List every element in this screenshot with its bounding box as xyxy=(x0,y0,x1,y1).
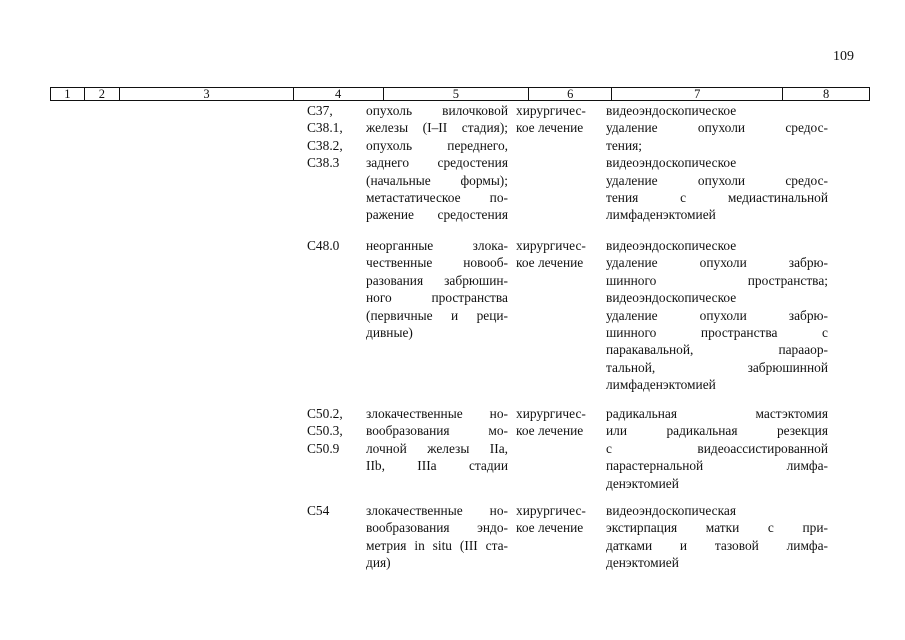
treatment-cell xyxy=(516,102,598,137)
description-cell-line: разования забрюшин- xyxy=(366,272,508,288)
code-cell xyxy=(307,405,367,457)
description-cell-line: опухоль переднего, xyxy=(366,137,508,153)
method-cell-line: лимфаденэктомией xyxy=(606,207,716,223)
method-cell-line: паракавальной, парааор- xyxy=(606,342,828,358)
description-cell-line: неорганные злока- xyxy=(366,238,508,253)
method-cell xyxy=(606,237,828,394)
method-cell-line: удаление опухоли забрю- xyxy=(606,255,828,271)
code-cell-line: C50.3, xyxy=(307,423,343,439)
description-cell-line: ного пространства xyxy=(366,290,508,306)
description-cell xyxy=(366,502,508,572)
method-cell-line: видеоэндоскопическая xyxy=(606,503,737,518)
method-cell-line: лимфаденэктомией xyxy=(606,377,716,393)
description-cell-line: железы (I–II стадия); xyxy=(366,120,508,136)
description-cell-line: метастатическое по- xyxy=(366,190,508,206)
method-cell xyxy=(606,405,828,492)
treatment-cell-line: кое лечение xyxy=(516,520,584,536)
method-cell-line: тения; xyxy=(606,137,643,153)
treatment-cell-line: хирургичес- xyxy=(516,406,586,421)
code-cell-line: C38.3 xyxy=(307,155,340,171)
treatment-cell-line: кое лечение xyxy=(516,255,584,271)
method-cell xyxy=(606,502,828,572)
page-number: 109 xyxy=(833,49,854,64)
code-cell xyxy=(307,502,367,519)
description-cell xyxy=(366,405,508,475)
description-cell-line: злокачественные но- xyxy=(366,503,508,518)
method-cell-line: видеоэндоскопическое xyxy=(606,238,737,253)
code-cell-line: C38.1, xyxy=(307,120,343,136)
method-cell-line: с видеоассистированной xyxy=(606,440,828,456)
treatment-cell-line: кое лечение xyxy=(516,423,584,439)
header-col-7: 7 xyxy=(612,88,783,100)
method-cell-line: тения с медиастинальной xyxy=(606,190,828,206)
treatment-cell xyxy=(516,405,598,440)
treatment-cell-line: хирургичес- xyxy=(516,503,586,518)
treatment-cell-line: кое лечение xyxy=(516,120,584,136)
method-cell-line: тальной, забрюшинной xyxy=(606,359,828,375)
method-cell-line: шинного пространства с xyxy=(606,325,828,341)
description-cell-line: заднего средостения xyxy=(366,155,508,171)
header-col-5: 5 xyxy=(384,88,530,100)
code-cell-line: C50.2, xyxy=(307,406,343,421)
description-cell-line: IIb, IIIa стадии xyxy=(366,458,508,474)
method-cell-line: денэктомией xyxy=(606,475,679,491)
code-cell-line: C38.2, xyxy=(307,137,343,153)
table-header-row xyxy=(50,87,870,101)
header-col-8: 8 xyxy=(822,87,830,101)
treatment-cell-line: хирургичес- xyxy=(516,238,586,253)
treatment-cell xyxy=(516,237,598,272)
code-cell xyxy=(307,237,367,254)
method-cell-line: удаление опухоли средос- xyxy=(606,172,828,188)
code-cell-line: C50.9 xyxy=(307,440,340,456)
description-cell-line: опухоль вилочковой xyxy=(366,103,508,118)
description-cell-line: ражение средостения xyxy=(366,207,508,223)
code-cell-line: C48.0 xyxy=(307,238,340,253)
method-cell-line: радикальная мастэктомия xyxy=(606,406,828,421)
header-col-1: 1 xyxy=(51,88,85,100)
method-cell-line: или радикальная резекция xyxy=(606,423,828,439)
description-cell-line: лочной железы IIa, xyxy=(366,440,508,456)
method-cell-line: видеоэндоскопическое xyxy=(606,155,737,171)
description-cell-line: дивные) xyxy=(366,325,413,341)
method-cell-line: денэктомией xyxy=(606,555,679,571)
method-cell xyxy=(606,102,828,224)
description-cell-line: вообразования эндо- xyxy=(366,520,508,536)
code-cell-line: C54 xyxy=(307,503,330,518)
description-cell-line: (первичные и реци- xyxy=(366,307,508,323)
code-cell-line: C37, xyxy=(307,103,333,118)
description-cell-line: чественные новооб- xyxy=(366,255,508,271)
treatment-cell-line: хирургичес- xyxy=(516,103,586,118)
method-cell-line: видеоэндоскопическое xyxy=(606,290,737,306)
description-cell xyxy=(366,102,508,224)
description-cell-line: злокачественные но- xyxy=(366,406,508,421)
method-cell-line: удаление опухоли забрю- xyxy=(606,307,828,323)
header-col-6: 6 xyxy=(529,88,612,100)
method-cell-line: видеоэндоскопическое xyxy=(606,103,737,118)
header-col-4: 4 xyxy=(294,88,384,100)
method-cell-line: удаление опухоли средос- xyxy=(606,120,828,136)
description-cell-line: вообразования мо- xyxy=(366,423,508,439)
method-cell-line: парастернальной лимфа- xyxy=(606,458,828,474)
description-cell-line: метрия in situ (III ста- xyxy=(366,537,508,553)
description-cell xyxy=(366,237,508,341)
method-cell-line: шинного пространства; xyxy=(606,272,828,288)
description-cell-line: (начальные формы); xyxy=(366,172,508,188)
header-col-2: 2 xyxy=(85,88,121,100)
description-cell-line: дия) xyxy=(366,555,391,571)
header-col-3: 3 xyxy=(120,88,294,100)
method-cell-line: экстирпация матки с при- xyxy=(606,520,828,536)
treatment-cell xyxy=(516,502,598,537)
method-cell-line: датками и тазовой лимфа- xyxy=(606,537,828,553)
code-cell xyxy=(307,102,367,172)
